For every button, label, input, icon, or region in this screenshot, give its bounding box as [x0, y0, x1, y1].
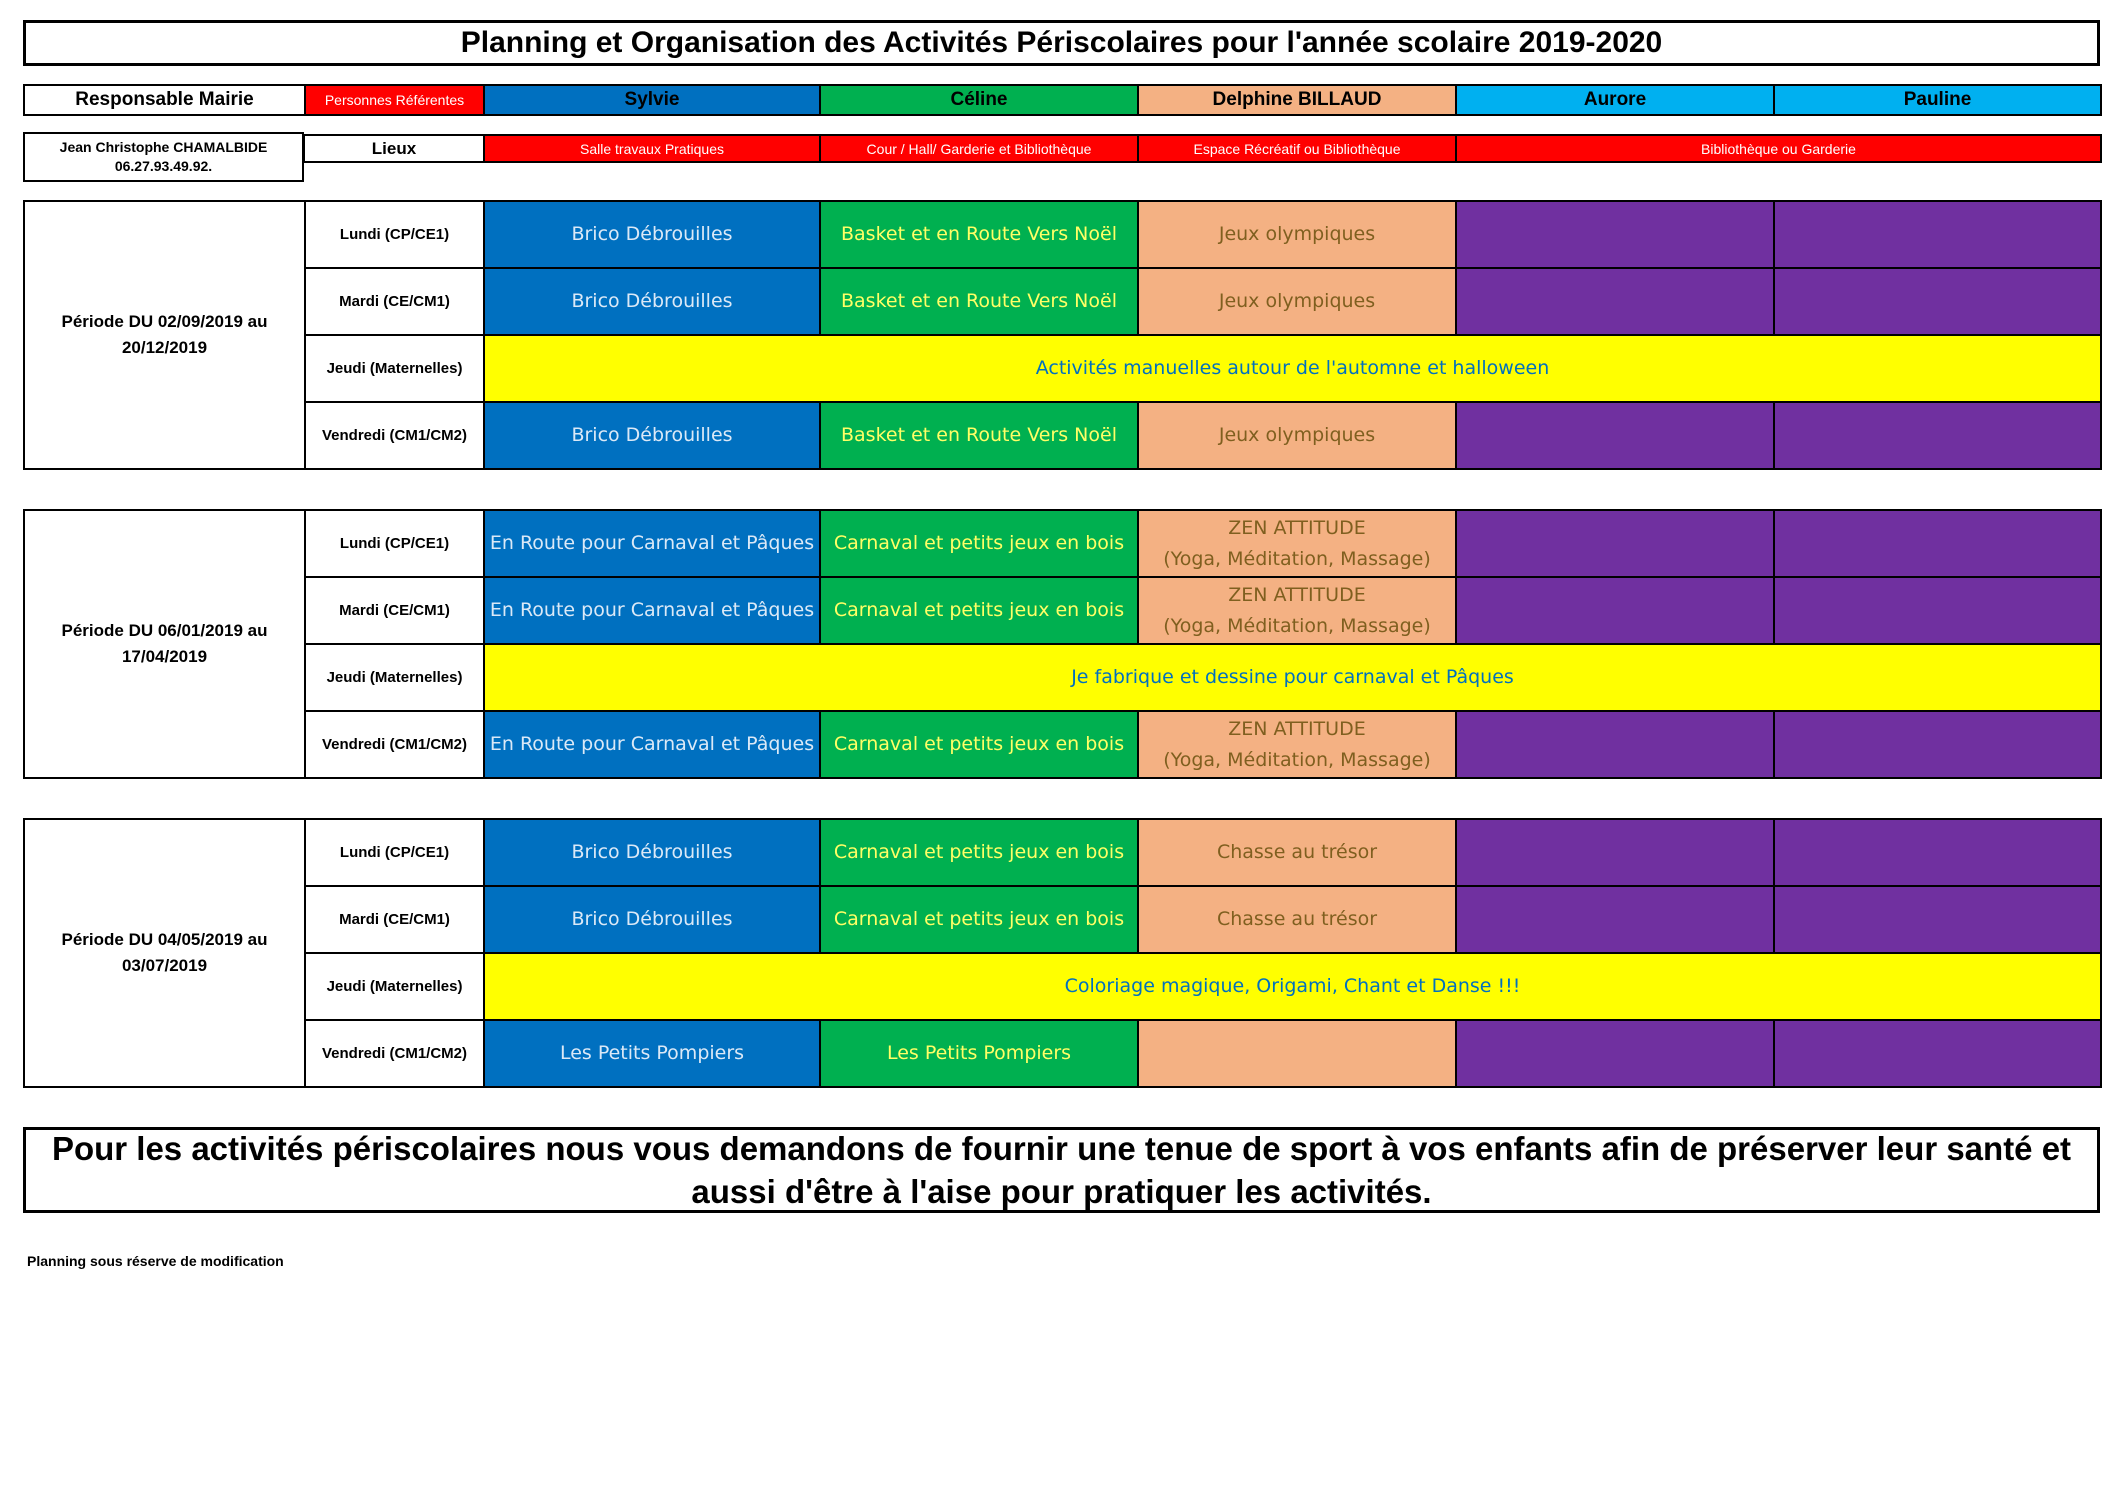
activity-pauline — [1774, 268, 2101, 335]
jeudi-activity: Coloriage magique, Origami, Chant et Danse !!! — [484, 953, 2101, 1020]
table-row — [24, 510, 2101, 577]
table-row — [24, 644, 2101, 711]
activity-sylvie: Les Petits Pompiers — [484, 1020, 820, 1087]
staff-aurore: Aurore — [1456, 85, 1774, 115]
day-label: Vendredi (CM1/CM2) — [305, 1020, 484, 1087]
activity-aurore — [1456, 201, 1774, 268]
table-row — [24, 402, 2101, 469]
staff-sylvie: Sylvie — [484, 85, 820, 115]
activity-aurore — [1456, 510, 1774, 577]
day-label: Jeudi (Maternelles) — [305, 644, 484, 711]
activity-sylvie: Brico Débrouilles — [484, 402, 820, 469]
table-row — [24, 201, 2101, 268]
table-row — [24, 886, 2101, 953]
jeudi-activity: Activités manuelles autour de l'automne et halloween — [484, 335, 2101, 402]
activity-celine: Les Petits Pompiers — [820, 1020, 1138, 1087]
activity-delphine-line1: Jeux olympiques — [1218, 424, 1376, 446]
activity-pauline — [1774, 711, 2101, 778]
activity-delphine — [1138, 1020, 1456, 1087]
table-row — [24, 268, 2101, 335]
period-table — [23, 200, 2102, 470]
activity-celine: Carnaval et petits jeux en bois — [820, 711, 1138, 778]
day-label: Mardi (CE/CM1) — [305, 268, 484, 335]
activity-aurore — [1456, 1020, 1774, 1087]
activity-delphine-line1: Jeux olympiques — [1218, 290, 1376, 312]
lieu-espace: Espace Récréatif ou Bibliothèque — [1138, 135, 1456, 162]
activity-delphine — [1138, 268, 1456, 335]
staff-delphine: Delphine BILLAUD — [1138, 85, 1456, 115]
staff-header-table — [23, 84, 2102, 116]
activity-pauline — [1774, 886, 2101, 953]
table-row — [24, 953, 2101, 1020]
period-table — [23, 818, 2102, 1088]
activity-delphine-line2: (Yoga, Méditation, Massage) — [1163, 748, 1431, 771]
activity-celine: Basket et en Route Vers Noël — [820, 268, 1138, 335]
staff-celine: Céline — [820, 85, 1138, 115]
period-table — [23, 509, 2102, 779]
activity-delphine — [1138, 819, 1456, 886]
responsable-name: Jean Christophe CHAMALBIDE — [59, 139, 268, 155]
activity-sylvie: Brico Débrouilles — [484, 268, 820, 335]
activity-aurore — [1456, 402, 1774, 469]
lieux-label: Lieux — [304, 135, 484, 162]
lieu-salle: Salle travaux Pratiques — [484, 135, 820, 162]
table-row — [24, 711, 2101, 778]
responsable-label: Responsable Mairie — [24, 85, 305, 115]
activity-delphine-line2: (Yoga, Méditation, Massage) — [1163, 614, 1431, 637]
activity-celine: Carnaval et petits jeux en bois — [820, 510, 1138, 577]
period-label: Période DU 04/05/2019 au 03/07/2019 — [24, 819, 305, 1087]
activity-sylvie: En Route pour Carnaval et Pâques — [484, 577, 820, 644]
day-label: Mardi (CE/CM1) — [305, 886, 484, 953]
staff-pauline: Pauline — [1774, 85, 2101, 115]
activity-sylvie: Brico Débrouilles — [484, 886, 820, 953]
activity-sylvie: Brico Débrouilles — [484, 819, 820, 886]
day-label: Lundi (CP/CE1) — [305, 201, 484, 268]
activity-sylvie: Brico Débrouilles — [484, 201, 820, 268]
activity-delphine-line1: Jeux olympiques — [1218, 223, 1376, 245]
lieu-bibliotheque: Bibliothèque ou Garderie — [1456, 135, 2101, 162]
responsable-phone: 06.27.93.49.92. — [114, 158, 213, 174]
day-label: Vendredi (CM1/CM2) — [305, 402, 484, 469]
day-label: Mardi (CE/CM1) — [305, 577, 484, 644]
activity-delphine-line1: Chasse au trésor — [1216, 908, 1378, 930]
activity-sylvie: En Route pour Carnaval et Pâques — [484, 711, 820, 778]
activity-delphine — [1138, 711, 1456, 778]
activity-aurore — [1456, 819, 1774, 886]
lieux-table — [303, 134, 2102, 163]
footer-note: Planning sous réserve de modification — [27, 1253, 284, 1269]
activity-celine: Basket et en Route Vers Noël — [820, 402, 1138, 469]
activity-pauline — [1774, 402, 2101, 469]
activity-aurore — [1456, 711, 1774, 778]
sport-note: Pour les activités périscolaires nous vous demandons de fournir une tenue de sport à vos enfants afin de préserver leur santé et aussi d'être à l'aise pour pratiquer les activités. — [23, 1127, 2100, 1213]
day-label: Vendredi (CM1/CM2) — [305, 711, 484, 778]
activity-delphine — [1138, 402, 1456, 469]
period-label: Période DU 02/09/2019 au 20/12/2019 — [24, 201, 305, 469]
activity-pauline — [1774, 201, 2101, 268]
activity-celine: Basket et en Route Vers Noël — [820, 201, 1138, 268]
activity-sylvie: En Route pour Carnaval et Pâques — [484, 510, 820, 577]
day-label: Jeudi (Maternelles) — [305, 953, 484, 1020]
activity-delphine — [1138, 886, 1456, 953]
activity-pauline — [1774, 819, 2101, 886]
day-label: Jeudi (Maternelles) — [305, 335, 484, 402]
table-row — [24, 1020, 2101, 1087]
activity-delphine — [1138, 201, 1456, 268]
day-label: Lundi (CP/CE1) — [305, 819, 484, 886]
activity-celine: Carnaval et petits jeux en bois — [820, 577, 1138, 644]
table-row — [24, 577, 2101, 644]
activity-aurore — [1456, 577, 1774, 644]
activity-delphine-line1: ZEN ATTITUDE — [1228, 516, 1366, 539]
personnes-label: Personnes Référentes — [305, 85, 484, 115]
activity-pauline — [1774, 510, 2101, 577]
activity-delphine — [1138, 577, 1456, 644]
activity-celine: Carnaval et petits jeux en bois — [820, 886, 1138, 953]
table-row — [24, 819, 2101, 886]
day-label: Lundi (CP/CE1) — [305, 510, 484, 577]
activity-pauline — [1774, 577, 2101, 644]
activity-pauline — [1774, 1020, 2101, 1087]
activity-delphine-line1: ZEN ATTITUDE — [1228, 583, 1366, 606]
activity-delphine-line2: (Yoga, Méditation, Massage) — [1163, 547, 1431, 570]
table-row — [24, 335, 2101, 402]
activity-aurore — [1456, 268, 1774, 335]
activity-celine: Carnaval et petits jeux en bois — [820, 819, 1138, 886]
activity-delphine — [1138, 510, 1456, 577]
responsable-box — [23, 132, 304, 182]
page-title: Planning et Organisation des Activités Périscolaires pour l'année scolaire 2019-2020 — [23, 20, 2100, 66]
activity-delphine-line1: ZEN ATTITUDE — [1228, 717, 1366, 740]
activity-delphine-line1: Chasse au trésor — [1216, 841, 1378, 863]
activity-aurore — [1456, 886, 1774, 953]
period-label: Période DU 06/01/2019 au 17/04/2019 — [24, 510, 305, 778]
lieu-cour: Cour / Hall/ Garderie et Bibliothèque — [820, 135, 1138, 162]
jeudi-activity: Je fabrique et dessine pour carnaval et Pâques — [484, 644, 2101, 711]
